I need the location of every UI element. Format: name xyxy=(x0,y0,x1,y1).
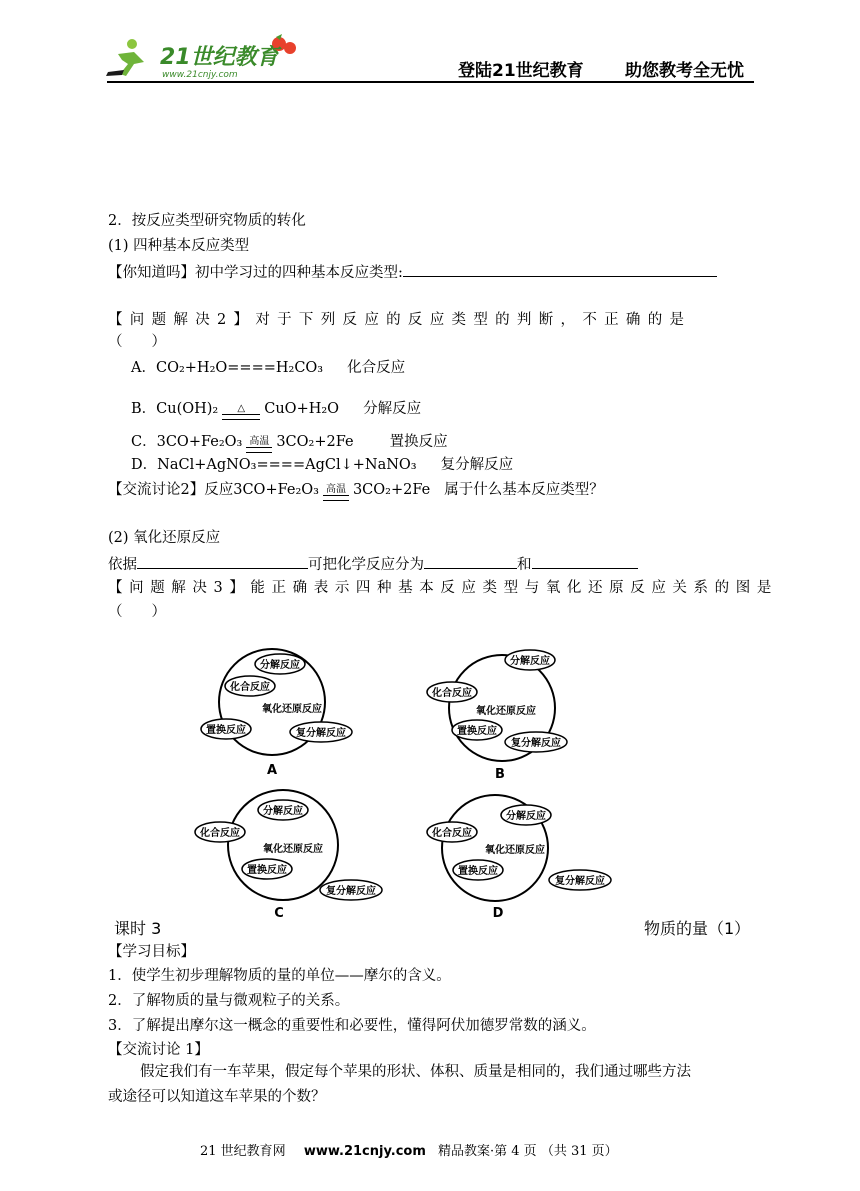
svg-text:置换反应: 置换反应 xyxy=(247,865,287,876)
label-combine: 化合反应 xyxy=(230,682,270,693)
redox-basis: 依据 可把化学反应分为 和 xyxy=(108,553,638,575)
discussion1-line1: 假定我们有一车苹果，假定每个苹果的形状、体积、质量是相同的，我们通过哪些方法 xyxy=(140,1064,691,1080)
category-blank-1[interactable] xyxy=(424,553,517,569)
svg-text:氧化还原反应: 氧化还原反应 xyxy=(263,844,323,855)
discussion1-line2: 或途径可以知道这车苹果的个数？ xyxy=(108,1089,326,1105)
redox-heading: (2) 氧化还原反应 xyxy=(108,530,221,546)
goal-item: 3．了解提出摩尔这一概念的重要性和必要性，懂得阿伏加德罗常数的涵义。 xyxy=(108,1018,596,1034)
diagram-d xyxy=(427,795,611,921)
page-footer xyxy=(200,1140,618,1159)
goals-title: 【学习目标】 xyxy=(108,944,195,960)
svg-text:复分解反应: 复分解反应 xyxy=(326,886,376,897)
know-question xyxy=(108,261,717,283)
reaction-diagrams xyxy=(180,640,640,925)
diagram-c xyxy=(195,790,382,921)
svg-text:21世纪教育: 21世纪教育 xyxy=(160,45,279,70)
problem3-stem: 【问题解决3】能正确表示四种基本反应类型与氧化还原反应关系的图是 xyxy=(108,580,778,596)
svg-text:分解反应: 分解反应 xyxy=(506,811,546,822)
option-b: B．Cu(OH)₂ △ CuO+H₂O 分解反应 xyxy=(131,399,421,420)
option-c: C．3CO+Fe₂O₃ 高温 3CO₂+2Fe 置换反应 xyxy=(131,432,448,453)
section-heading: 2．按反应类型研究物质的转化 xyxy=(108,213,306,229)
header-slogan-right: 助您教考全无忧 xyxy=(625,61,744,81)
answer-blank[interactable] xyxy=(403,261,717,277)
svg-text:复分解反应: 复分解反应 xyxy=(555,876,605,887)
goal-item: 2．了解物质的量与微观粒子的关系。 xyxy=(108,993,350,1009)
svg-text:化合反应: 化合反应 xyxy=(432,828,472,839)
category-blank-2[interactable] xyxy=(532,553,638,569)
svg-text:复分解反应: 复分解反应 xyxy=(511,738,561,749)
option-d: D．NaCl+AgNO₃====AgCl↓+NaNO₃ 复分解反应 xyxy=(131,457,514,473)
basis-blank[interactable] xyxy=(137,553,308,569)
caption-c: C xyxy=(274,906,284,921)
label-redox: 氧化还原反应 xyxy=(262,704,322,715)
diagram-a xyxy=(201,649,352,778)
problem3-paren: （ ） xyxy=(108,604,166,620)
caption-a: A xyxy=(266,763,278,778)
discussion2: 【交流讨论2】反应3CO+Fe₂O₃ 高温 3CO₂+2Fe 属于什么基本反应类型？ xyxy=(108,480,604,501)
option-a: A．CO₂+H₂O====H₂CO₃ 化合反应 xyxy=(131,360,406,376)
header-rule xyxy=(107,81,754,83)
subsection-heading: (1) 四种基本反应类型 xyxy=(108,238,250,254)
footer-url[interactable]: www.21cnjy.com xyxy=(303,1144,426,1159)
svg-text:氧化还原反应: 氧化还原反应 xyxy=(476,706,536,717)
caption-b: B xyxy=(495,767,505,782)
svg-text:化合反应: 化合反应 xyxy=(432,688,472,699)
footer-site: 21 世纪教育网 xyxy=(200,1144,286,1159)
know-prefix: 【你知道吗】初中学习过的四种基本反应类型: xyxy=(108,265,403,281)
goal-item: 1．使学生初步理解物质的量的单位——摩尔的含义。 xyxy=(108,968,451,984)
svg-text:www.21cnjy.com: www.21cnjy.com xyxy=(162,70,238,80)
caption-d: D xyxy=(492,906,504,921)
svg-text:分解反应: 分解反应 xyxy=(510,656,550,667)
svg-text:置换反应: 置换反应 xyxy=(458,866,498,877)
label-replace: 置换反应 xyxy=(206,725,246,736)
svg-text:氧化还原反应: 氧化还原反应 xyxy=(485,845,545,856)
lesson-topic: 物质的量（1） xyxy=(644,919,751,938)
discussion1-title: 【交流讨论 1】 xyxy=(108,1042,209,1058)
diagram-b xyxy=(427,650,567,782)
label-decomp: 分解反应 xyxy=(260,660,300,671)
label-double: 复分解反应 xyxy=(296,728,346,739)
svg-text:化合反应: 化合反应 xyxy=(200,828,240,839)
header-slogan-left: 登陆21世纪教育 xyxy=(458,61,584,81)
problem2-stem: 【问题解决2】对于下列反应的反应类型的判断，不正确的是 xyxy=(108,312,692,328)
site-logo xyxy=(104,34,304,82)
footer-page: 精品教案·第 4 页 （共 31 页） xyxy=(438,1144,618,1159)
lesson-period: 课时 3 xyxy=(114,919,162,938)
problem2-paren: （ ） xyxy=(108,334,166,350)
svg-text:置换反应: 置换反应 xyxy=(457,726,497,737)
svg-text:分解反应: 分解反应 xyxy=(263,806,303,817)
